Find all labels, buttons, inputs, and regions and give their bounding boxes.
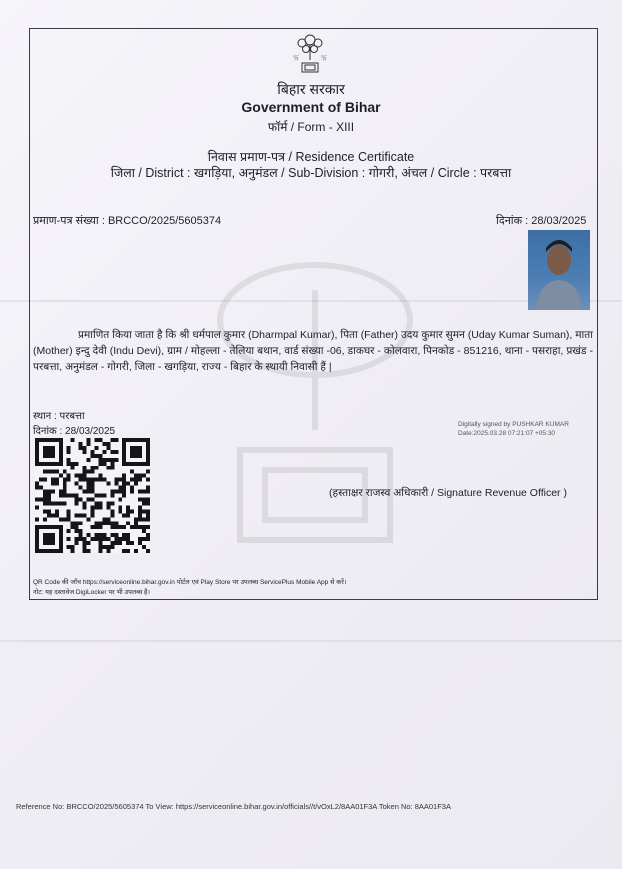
qr-code-icon[interactable] — [35, 438, 150, 553]
applicant-photo — [528, 230, 590, 310]
fold-line — [0, 640, 622, 642]
certificate-title: निवास प्रमाण-पत्र / Residence Certificate — [207, 150, 415, 164]
digital-signature — [458, 420, 569, 438]
issue-date: दिनांक : 28/03/2025 — [33, 426, 116, 437]
digilocker-note: नोट: यह दस्तावेज DigiLocker पर भी उपलब्ध है। — [33, 589, 150, 596]
government-name-english: Government of Bihar — [241, 99, 381, 115]
reference-line: Reference No: BRCCO/2025/5605374 To View: https://serviceonline.bihar.gov.in/officials//t/vOxL2/8AA01F3A Token No: 8AA01F3A — [16, 802, 451, 811]
government-name-hindi: बिहार सरकार — [277, 81, 345, 97]
district-line: जिला / District : खगड़िया, अनुमंडल / Sub-Division : गोगरी, अंचल / Circle : परबत्ता — [110, 166, 512, 180]
svg-text:卐: 卐 — [321, 56, 328, 62]
digital-signature-signer: Digitally signed by PUSHKAR KUMAR — [458, 421, 569, 428]
certificate-number: प्रमाण-पत्र संख्या : BRCCO/2025/5605374 — [33, 215, 222, 227]
qr-verification-note: QR Code की जाँच https://serviceonline.bihar.gov.in पोर्टल एवं Play Store पर उपलब्ध ServicePlus Mobile App से करें। — [33, 579, 347, 586]
certificate-statement: प्रमाणित किया जाता है कि श्री धर्मपाल कुमार (Dharmpal Kumar), पिता (Father) उदय कुमार सुमन (Uday Kumar Suman), माता (Mother) इन्दु देवी (Indu Devi), ग्राम / मोहल्ला - तेलिया बथान, वार्ड संख्या -06, डाकघर - कोलवारा, पिनकोड - 851216, थाना - पसराहा, प्रखंड - परबत्ता, अनुमंडल - गोगरी, जिला - खगड़िया, राज्य - बिहार के स्थायी निवासी हैं | — [33, 329, 593, 373]
bihar-emblem-icon — [287, 30, 333, 76]
form-number: फॉर्म / Form - XIII — [267, 120, 355, 134]
digital-signature-date: Date:2025.03.28 07:21:07 +05:30 — [458, 430, 556, 437]
person-photo-icon — [528, 230, 590, 310]
svg-text:卐: 卐 — [293, 56, 300, 62]
certificate-date: दिनांक : 28/03/2025 — [496, 215, 587, 227]
signature-label: (हस्ताक्षर राजस्व अधिकारी / Signature Revenue Officer ) — [329, 487, 567, 499]
issue-place: स्थान : परबत्ता — [33, 411, 85, 422]
